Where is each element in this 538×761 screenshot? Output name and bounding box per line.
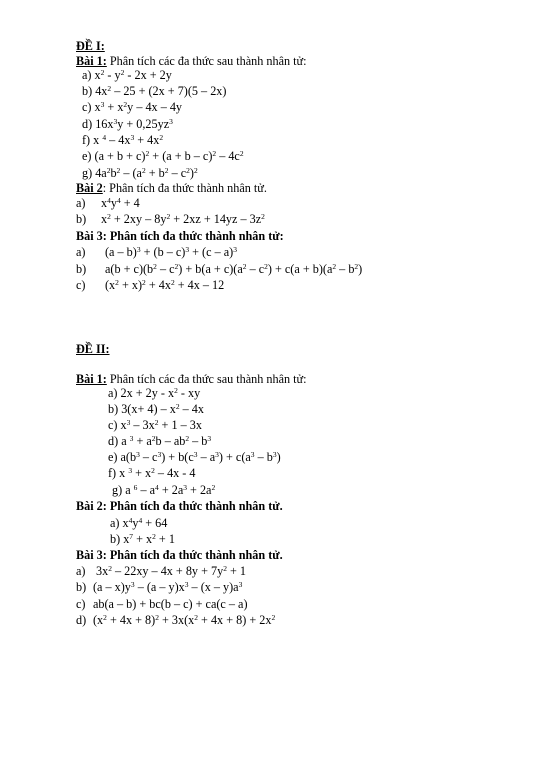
de1-bai3-item-letter: b) bbox=[76, 262, 87, 276]
de1-bai1-item: f) x $^4 - 4x^3 + 4x^2$ bbox=[82, 133, 164, 147]
de2-bai2-item: a) $x^4y^4 + 64$ bbox=[110, 516, 168, 530]
de1-bai3-heading: Bài 3: Phân tích đa thức thành nhân tử: bbox=[76, 229, 284, 243]
de1-bai1-item: b) $4x^2 - 25 + (2x + 7)(5 - 2x)$ bbox=[82, 84, 227, 98]
de2-bai2-heading: Bài 2: Phân tích đa thức thành nhân tử. bbox=[76, 499, 283, 513]
de2-bai1-item: b) $3(x+ 4) - x^2 - 4x$ bbox=[108, 402, 204, 416]
de1-bai2-heading bbox=[76, 181, 267, 195]
de1-bai2-item-expr: $x^4y^4 + 4$ bbox=[101, 196, 140, 210]
de2-bai1-label: Bài 1: bbox=[76, 372, 107, 386]
de1-bai1-label: Bài 1: bbox=[76, 54, 107, 68]
de2-bai3-item-expr: $3x^2 - 22xy - 4x + 8y + 7y^2 + 1$ bbox=[96, 564, 246, 578]
de2-bai3-item-expr: ab(a – b) + bc(b – c) + ca(c – a) bbox=[93, 597, 248, 611]
de2-bai1-item: a) $2x + 2y - x^2$ - xy bbox=[108, 386, 201, 400]
de1-bai1-item: a) $x^2 - y^2 - 2x + 2y$ bbox=[82, 68, 172, 82]
de2-title: ĐỀ II: bbox=[76, 342, 110, 356]
de1-bai1-item: g) $4a^2b^2 - (a^2 + b^2 - c^2)^2$ bbox=[82, 166, 198, 180]
de2-bai1-item: g) a $^6 - a^4 + 2a^3 + 2a^2$ bbox=[112, 483, 216, 497]
de1-bai1-item: d) $16x^3y + 0,25yz^3$ bbox=[82, 117, 173, 131]
de1-bai3-item-expr: $a(b + c)(b^2 - c^2) + b(a + c)(a^2 - c^2) + c(a + b)(a^2 - b^2)$ bbox=[105, 262, 363, 276]
de2-bai1-instruction: Phân tích các đa thức sau thành nhân tử: bbox=[106, 372, 307, 386]
de2-bai3-item-expr: $(a - x)y^3 - (a - y)x^3 - (x - y)a^3$ bbox=[93, 580, 243, 594]
de1-bai1-heading bbox=[76, 54, 307, 68]
de1-bai3-item-expr: (a – b)$^3$ + (b – c)$^3$ + (c – a)$^3$ bbox=[105, 245, 237, 259]
de2-bai3-heading: Bài 3: Phân tích đa thức thành nhân tử. bbox=[76, 548, 283, 562]
de2-bai1-heading bbox=[76, 372, 307, 386]
de1-bai3-item-expr: $(x^2 + x)^2 + 4x^2 + 4x - 12$ bbox=[105, 278, 225, 292]
de1-bai3-item-letter: a) bbox=[76, 245, 86, 259]
de1-bai1-instruction: Phân tích các đa thức sau thành nhân tử: bbox=[106, 54, 307, 68]
de2-bai3-item-expr: $(x^2 + 4x + 8)^2 + 3x(x^2 + 4x + 8) + 2x^2$ bbox=[93, 613, 276, 627]
de2-bai3-item-letter: d) bbox=[76, 613, 87, 627]
de1-bai2-item-letter: b) bbox=[76, 212, 87, 226]
de1-bai1-item: e) $(a + b + c)^2 + (a + b - c)^2 - 4c^2$ bbox=[82, 149, 244, 163]
de2-bai3-item-letter: a) bbox=[76, 564, 86, 578]
de1-bai2-instruction: : Phân tích đa thức thành nhân tử. bbox=[102, 181, 267, 195]
de1-title: ĐỀ I: bbox=[76, 39, 105, 53]
de1-bai2-item-expr: $x^2 + 2xy - 8y^2 + 2xz + 14yz - 3z^2$ bbox=[101, 212, 265, 226]
de2-bai3-item-letter: c) bbox=[76, 597, 86, 611]
de1-bai3-item-letter: c) bbox=[76, 278, 86, 292]
de1-bai1-item: c) $x^3 + x^2y - 4x - 4y$ bbox=[82, 100, 183, 114]
de2-bai2-item: b) $x^7 + x^2 + 1$ bbox=[110, 532, 175, 546]
de2-bai3-item-letter: b) bbox=[76, 580, 87, 594]
de2-bai1-item: c) $x^3 - 3x^2 + 1 - 3x$ bbox=[108, 418, 202, 432]
de1-bai2-item-letter: a) bbox=[76, 196, 86, 210]
de2-bai1-item: d) a $^3 + a^2b - ab^2 - b^3$ bbox=[108, 434, 212, 448]
de1-bai2-label: Bài 2 bbox=[76, 181, 103, 195]
de2-bai1-item: e) $a(b^3 - c^3) + b(c^3 - a^3) + c(a^3 - b^3)$ bbox=[108, 450, 281, 464]
de2-bai1-item: f) x $^3 + x^2 - 4x - 4$ bbox=[108, 466, 196, 480]
